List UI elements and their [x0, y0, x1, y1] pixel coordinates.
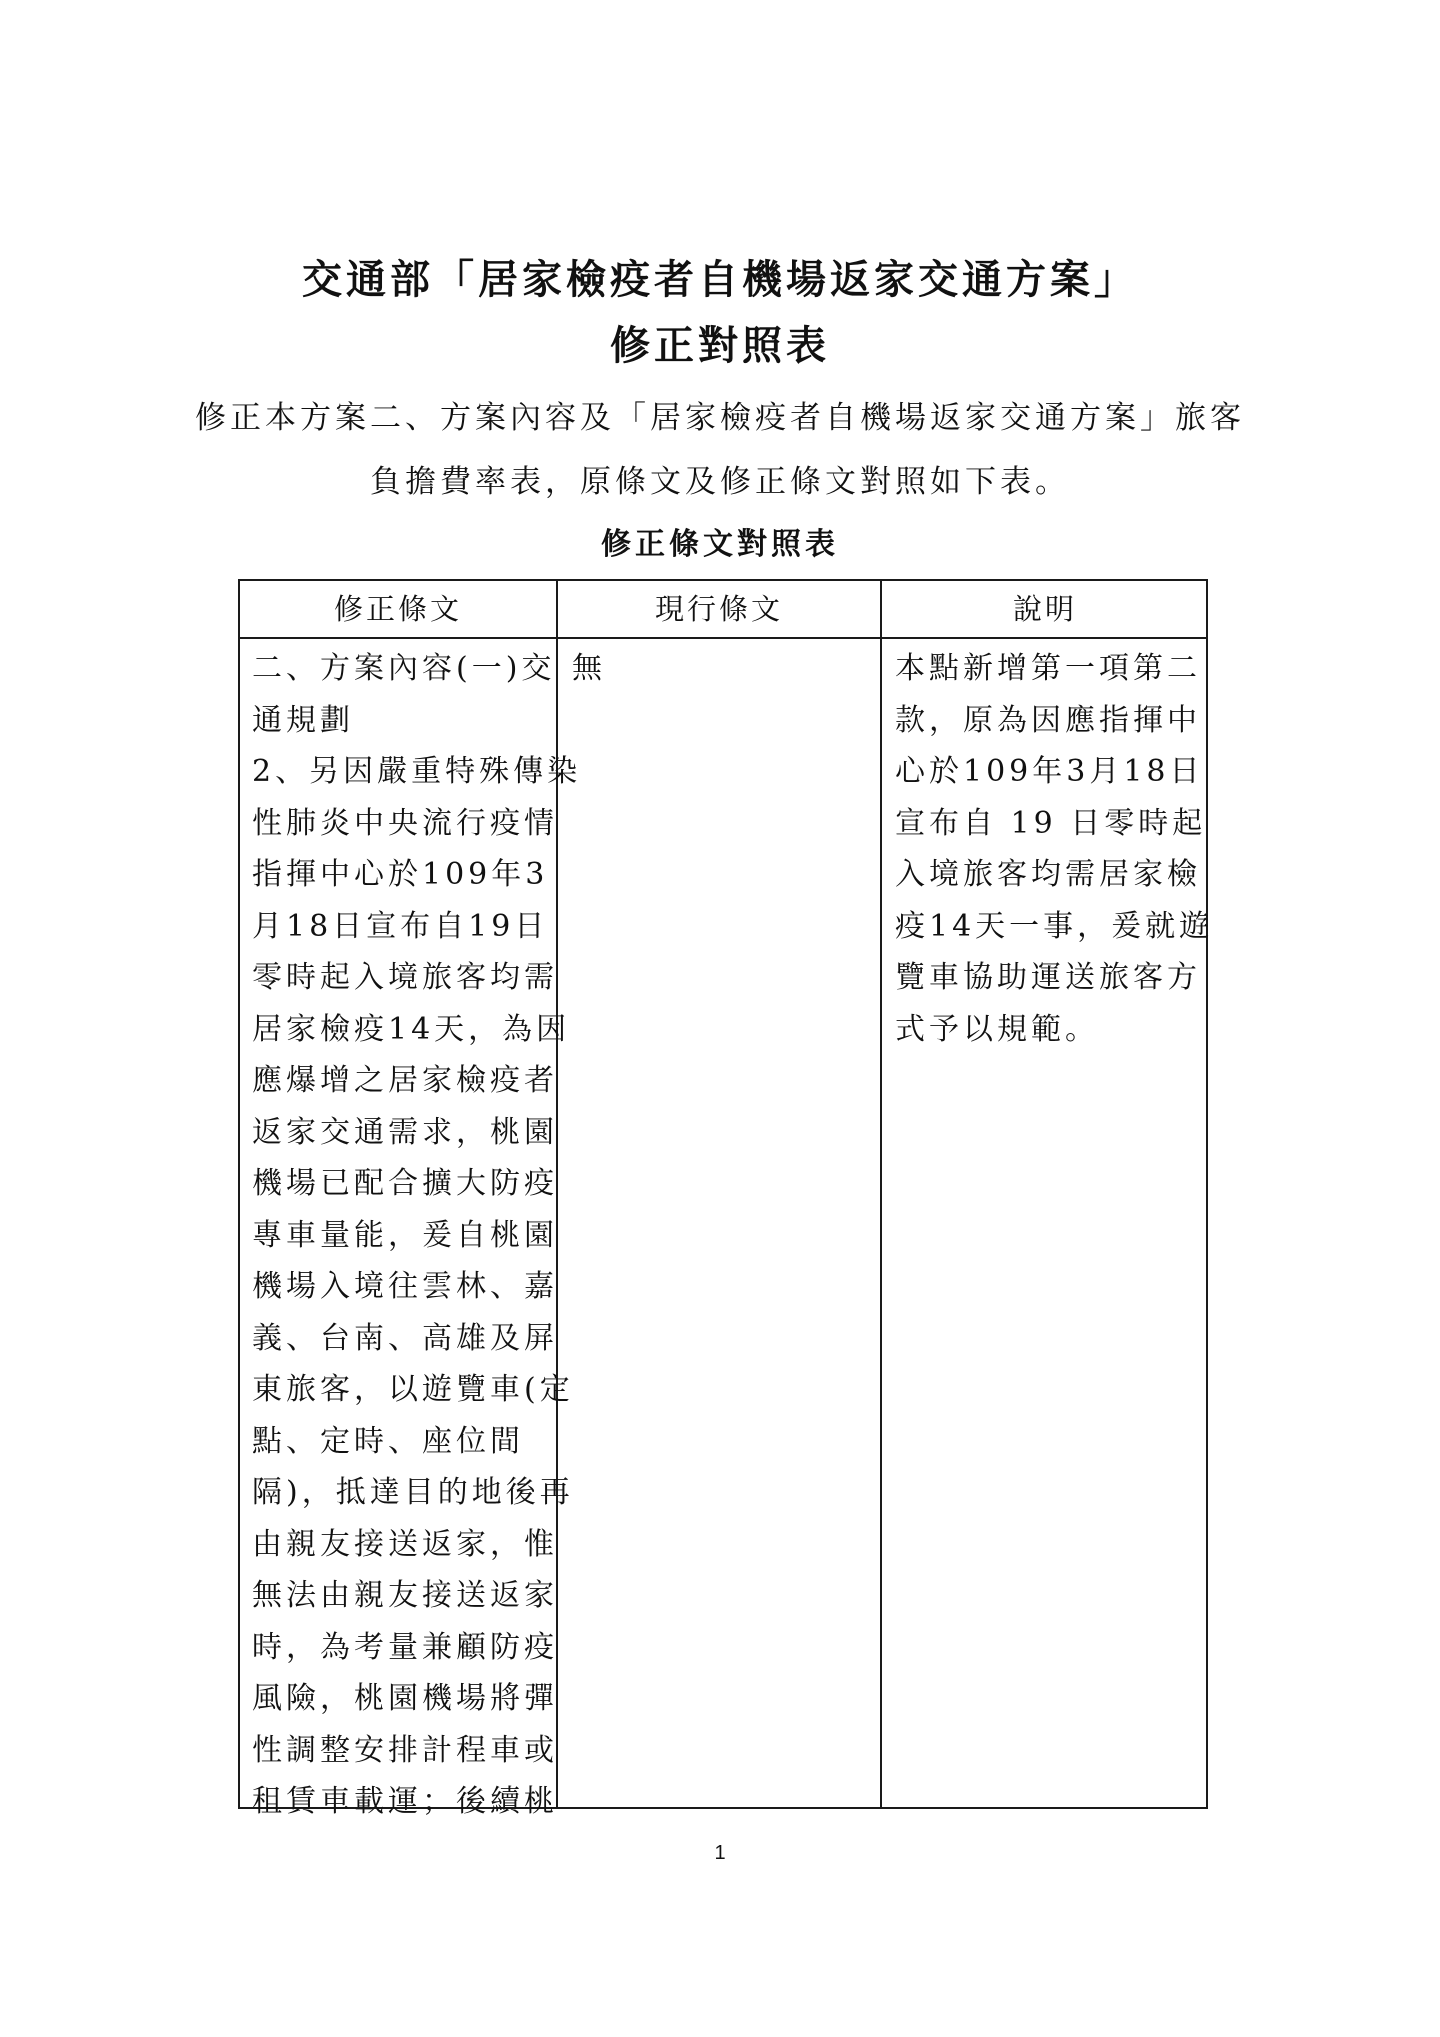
cell-text-line: 無 — [572, 651, 606, 686]
cell-text-line: 二、方案內容(一)交 — [252, 651, 556, 686]
cell-text-line: 2、另因嚴重特殊傳染 — [252, 754, 582, 789]
cell-text-line: 通規劃 — [252, 702, 354, 738]
cell-text-line: 月18日宣布自19日 — [252, 908, 549, 944]
cell-revised-clause — [252, 643, 582, 1828]
cell-text-line: 零時起入境旅客均需 — [252, 960, 558, 995]
cell-text-line: 心於109年3月18日 — [895, 754, 1204, 789]
comparison-table — [238, 579, 1214, 1819]
cell-text-line: 入境旅客均需居家檢 — [895, 857, 1201, 892]
header-current-clause: 現行條文 — [654, 592, 783, 626]
cell-text-line: 疫14天一事，爰就遊 — [895, 908, 1214, 944]
cell-text-line: 租賃車載運；後續桃 — [252, 1784, 558, 1819]
cell-explanation — [895, 643, 1214, 1055]
table-caption: 修正條文對照表 — [601, 527, 839, 562]
cell-text-line: 應爆增之居家檢疫者 — [252, 1063, 558, 1098]
cell-text-line: 機場入境往雲林、嘉 — [252, 1269, 558, 1304]
cell-text-line: 機場已配合擴大防疫 — [252, 1166, 558, 1201]
cell-current-clause — [572, 643, 872, 695]
cell-text-line: 返家交通需求，桃園 — [252, 1114, 558, 1150]
cell-text-line: 式予以規範。 — [895, 1011, 1099, 1047]
cell-text-line: 指揮中心於109年3 — [252, 857, 549, 892]
cell-text-line: 款，原為因應指揮中 — [895, 702, 1201, 738]
header-divider — [240, 637, 1206, 639]
cell-text-line: 風險，桃園機場將彈 — [252, 1681, 558, 1716]
header-explanation: 說明 — [1012, 592, 1077, 626]
cell-text-line: 點、定時、座位間 — [252, 1423, 524, 1459]
cell-text-line: 隔)，抵達目的地後再 — [252, 1475, 574, 1510]
cell-text-line: 覽車協助運送旅客方 — [895, 960, 1201, 995]
column-divider-2 — [880, 581, 882, 1807]
intro-paragraph-line-1: 修正本方案二、方案內容及「居家檢疫者自機場返家交通方案」旅客 — [195, 400, 1245, 436]
header-revised-clause: 修正條文 — [333, 592, 462, 626]
page-number: 1 — [714, 1842, 726, 1864]
intro-paragraph-line-2: 負擔費率表，原條文及修正條文對照如下表。 — [370, 464, 1070, 500]
cell-text-line: 東旅客，以遊覽車(定 — [252, 1372, 574, 1407]
document-subtitle: 修正對照表 — [610, 322, 830, 369]
cell-text-line: 時，為考量兼顧防疫 — [252, 1629, 558, 1665]
cell-text-line: 居家檢疫14天，為因 — [252, 1011, 571, 1047]
cell-text-line: 專車量能，爰自桃園 — [252, 1217, 558, 1253]
cell-text-line: 性肺炎中央流行疫情 — [252, 805, 558, 841]
cell-text-line: 由親友接送返家，惟 — [252, 1526, 558, 1562]
cell-text-line: 性調整安排計程車或 — [252, 1732, 558, 1768]
cell-text-line: 無法由親友接送返家 — [252, 1578, 558, 1613]
cell-text-line: 義、台南、高雄及屏 — [252, 1320, 558, 1356]
cell-text-line: 本點新增第一項第二 — [895, 651, 1201, 686]
document-title: 交通部「居家檢疫者自機場返家交通方案」 — [302, 256, 1138, 303]
cell-text-line: 宣布自 19 日零時起 — [895, 805, 1207, 841]
